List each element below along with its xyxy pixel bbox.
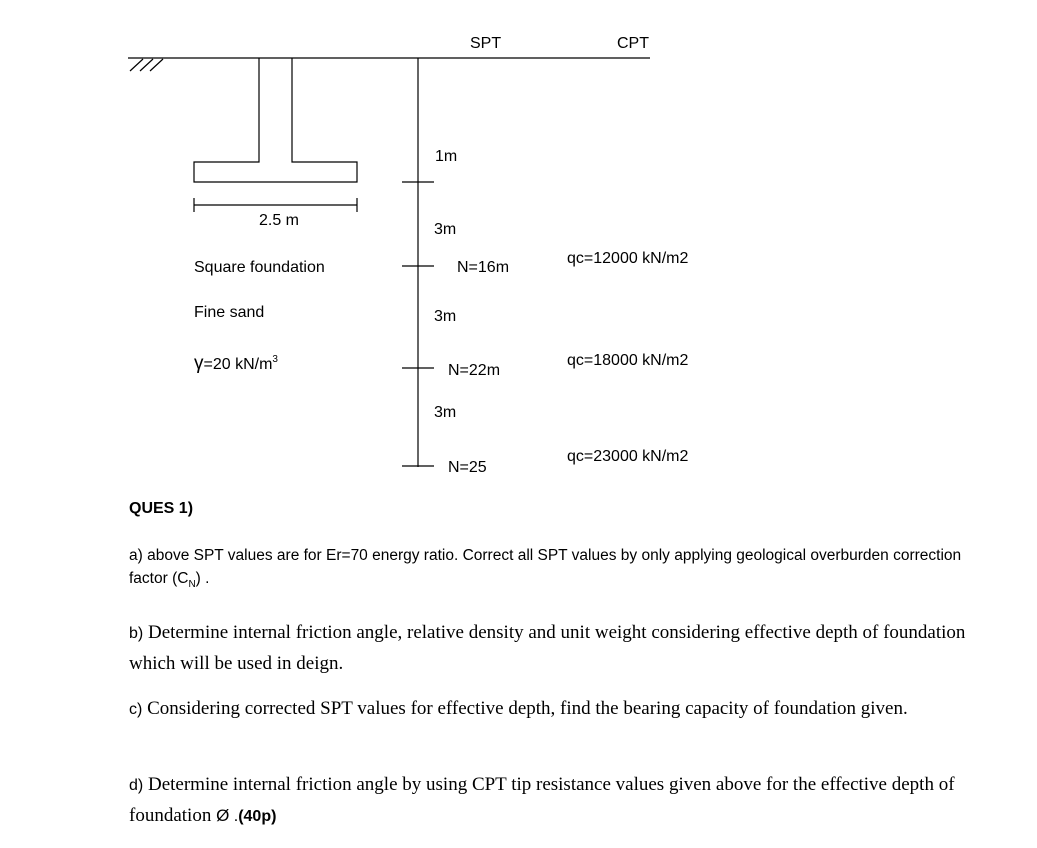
depth-label: 3m <box>434 308 457 325</box>
unit-weight-value: =20 kN/m <box>203 356 273 373</box>
part-a-text: a) above SPT values are for Er=70 energy ratio. Correct all SPT values by only applying geological overburden correction factor (C <box>129 547 962 587</box>
gamma-symbol: γ <box>194 353 204 374</box>
part-a-tail: ) . <box>195 570 210 587</box>
question-part-d <box>129 770 989 832</box>
unit-weight-exponent: 3 <box>272 354 278 365</box>
part-a-subscript: N <box>188 579 196 591</box>
depth-label: 3m <box>434 404 457 421</box>
cpt-value: qc=18000 kN/m2 <box>567 352 689 369</box>
part-d-tail: . <box>229 808 239 825</box>
spt-value: N=22m <box>448 362 501 379</box>
cpt-header: CPT <box>617 35 649 52</box>
cpt-value: qc=12000 kN/m2 <box>567 250 689 267</box>
spt-value: N=25 <box>448 459 487 476</box>
phi-symbol: Ø <box>216 806 230 825</box>
spt-value: N=16m <box>457 259 510 276</box>
width-label: 2.5 m <box>258 212 300 229</box>
part-d-text: Determine internal friction angle by using CPT tip resistance values given above for the effective depth of foundation <box>129 774 955 826</box>
part-c-label: c) <box>129 701 143 718</box>
width-dimension <box>194 198 357 212</box>
question-part-c <box>129 694 989 725</box>
foundation-outline <box>194 58 357 182</box>
question-part-a <box>129 544 989 596</box>
question-part-b <box>129 618 989 679</box>
depth-label: 1m <box>435 148 458 165</box>
soil-type-label: Fine sand <box>194 304 265 321</box>
spt-header: SPT <box>470 35 502 52</box>
points-label: (40p) <box>238 808 277 825</box>
part-c-text: Considering corrected SPT values for effective depth, find the bearing capacity of foundation given. <box>142 698 908 719</box>
cpt-value: qc=23000 kN/m2 <box>567 448 689 465</box>
foundation-type-label: Square foundation <box>194 259 325 276</box>
depth-label: 3m <box>434 221 457 238</box>
unit-weight-label <box>194 353 278 374</box>
part-b-label: b) <box>129 625 144 642</box>
question-title: QUES 1) <box>129 500 194 517</box>
ground-hatch <box>130 59 163 71</box>
part-b-text: Determine internal friction angle, relative density and unit weight considering effective depth of foundation which will be used in deign. <box>129 622 966 674</box>
part-d-label: d) <box>129 777 144 794</box>
